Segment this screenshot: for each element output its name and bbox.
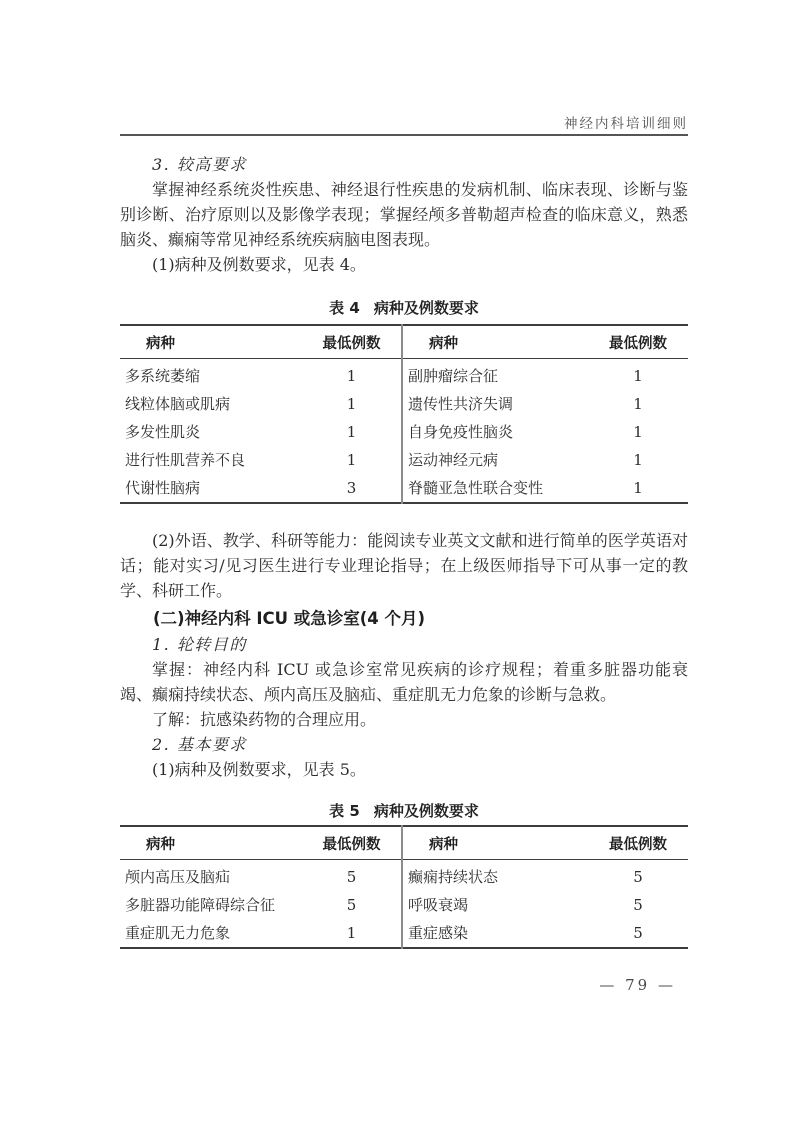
table-cell: 多脏器功能障碍综合征 [125, 896, 276, 914]
table-cell: 多发性肌炎 [125, 423, 201, 441]
table-cell: 运动神经元病 [402, 446, 588, 474]
table-row [120, 418, 688, 446]
paragraph-table5-reference: (1)病种及例数要求，见表 5。 [152, 760, 366, 779]
table4-header-row [120, 325, 688, 359]
paragraph-master: 掌握：神经内科 ICU 或急诊室常见疾病的诊疗规程；着重多脏器功能衰竭、癫痫持续状态、颅内高压及脑疝、重症肌无力危象的诊断与急救。 [120, 660, 688, 704]
table-cell: 5 [346, 867, 357, 886]
header-rule [120, 134, 688, 136]
table4-header-disease-left: 病种 [120, 325, 302, 359]
table-row [120, 919, 688, 948]
table-row [120, 474, 688, 503]
table4-caption [120, 297, 688, 318]
table4-caption-title: 病种及例数要求 [373, 299, 479, 317]
table-cell: 代谢性脑病 [125, 479, 201, 497]
table-cell: 多系统萎缩 [125, 367, 201, 385]
table4-header-min-cases-right: 最低例数 [588, 325, 688, 359]
table-row [120, 860, 688, 892]
table-cell: 癫痫持续状态 [402, 860, 588, 892]
table-cell: 副肿瘤综合征 [402, 359, 588, 391]
table-cell: 5 [346, 895, 357, 914]
table5-header-min-cases-left: 最低例数 [302, 826, 402, 860]
table-cell: 5 [633, 895, 643, 914]
table-cell: 1 [633, 450, 643, 469]
table-cell: 5 [633, 923, 643, 942]
table4-header-min-cases-left: 最低例数 [302, 325, 402, 359]
table-cell: 1 [633, 394, 643, 413]
table5-caption-title: 病种及例数要求 [373, 802, 479, 820]
heading-advanced-requirements: 3. 较高要求 [152, 155, 247, 174]
table-cell: 1 [633, 478, 643, 497]
table4-header-disease-right: 病种 [402, 325, 588, 359]
page-number: — 79 — [599, 976, 676, 994]
table4 [120, 324, 688, 504]
table-cell: 1 [346, 450, 357, 469]
table-cell: 5 [633, 867, 643, 886]
heading-rotation-purpose: 1. 轮转目的 [152, 635, 247, 654]
table5 [120, 825, 688, 949]
heading-icu-section: (二)神经内科 ICU 或急诊室(4 个月) [153, 609, 426, 628]
table-cell: 呼吸衰竭 [402, 891, 588, 919]
table-cell: 1 [346, 394, 357, 413]
table-row [120, 891, 688, 919]
paragraph-advanced-requirements: 掌握神经系统炎性疾患、神经退行性疾患的发病机制、临床表现、诊断与鉴别诊断、治疗原则以及影像学表现；掌握经颅多普勒超声检查的临床意义，熟悉脑炎、癫痫等常见神经系统疾病脑电图表现。 [120, 180, 688, 249]
table5-header-min-cases-right: 最低例数 [588, 826, 688, 860]
table-row [120, 390, 688, 418]
running-head-title: 神经内科培训细则 [564, 116, 688, 132]
table-cell: 自身免疫性脑炎 [402, 418, 588, 446]
table5-caption [120, 800, 688, 821]
table-row [120, 359, 688, 391]
table5-header-row [120, 826, 688, 860]
table-cell: 脊髓亚急性联合变性 [402, 474, 588, 503]
table-cell: 1 [633, 366, 643, 385]
table5-header-disease-right: 病种 [402, 826, 588, 860]
table-cell: 重症肌无力危象 [125, 924, 231, 942]
table-cell: 进行性肌营养不良 [125, 451, 246, 469]
table-cell: 3 [346, 478, 357, 497]
table-cell: 线粒体脑或肌病 [125, 395, 231, 413]
spacer [120, 504, 688, 528]
table-row [120, 446, 688, 474]
paragraph-table4-reference: (1)病种及例数要求，见表 4。 [152, 255, 366, 274]
table5-header-disease-left: 病种 [120, 826, 302, 860]
table4-caption-label: 表 4 [329, 299, 360, 317]
table-cell: 颅内高压及脑疝 [125, 868, 231, 886]
table-cell: 1 [346, 923, 357, 942]
heading-basic-requirements: 2. 基本要求 [152, 735, 247, 754]
paragraph-language-teaching-research: (2)外语、教学、科研等能力：能阅读专业英文文献和进行简单的医学英语对话；能对实习/见习医生进行专业理论指导；在上级医师指导下可从事一定的教学、科研工作。 [120, 531, 688, 600]
table-cell: 1 [346, 366, 357, 385]
paragraph-understand: 了解：抗感染药物的合理应用。 [152, 710, 377, 729]
table-cell: 1 [633, 422, 643, 441]
page-content [120, 152, 688, 949]
table-cell: 遗传性共济失调 [402, 390, 588, 418]
table-cell: 1 [346, 422, 357, 441]
table-cell: 重症感染 [402, 919, 588, 948]
table5-caption-label: 表 5 [329, 802, 360, 820]
